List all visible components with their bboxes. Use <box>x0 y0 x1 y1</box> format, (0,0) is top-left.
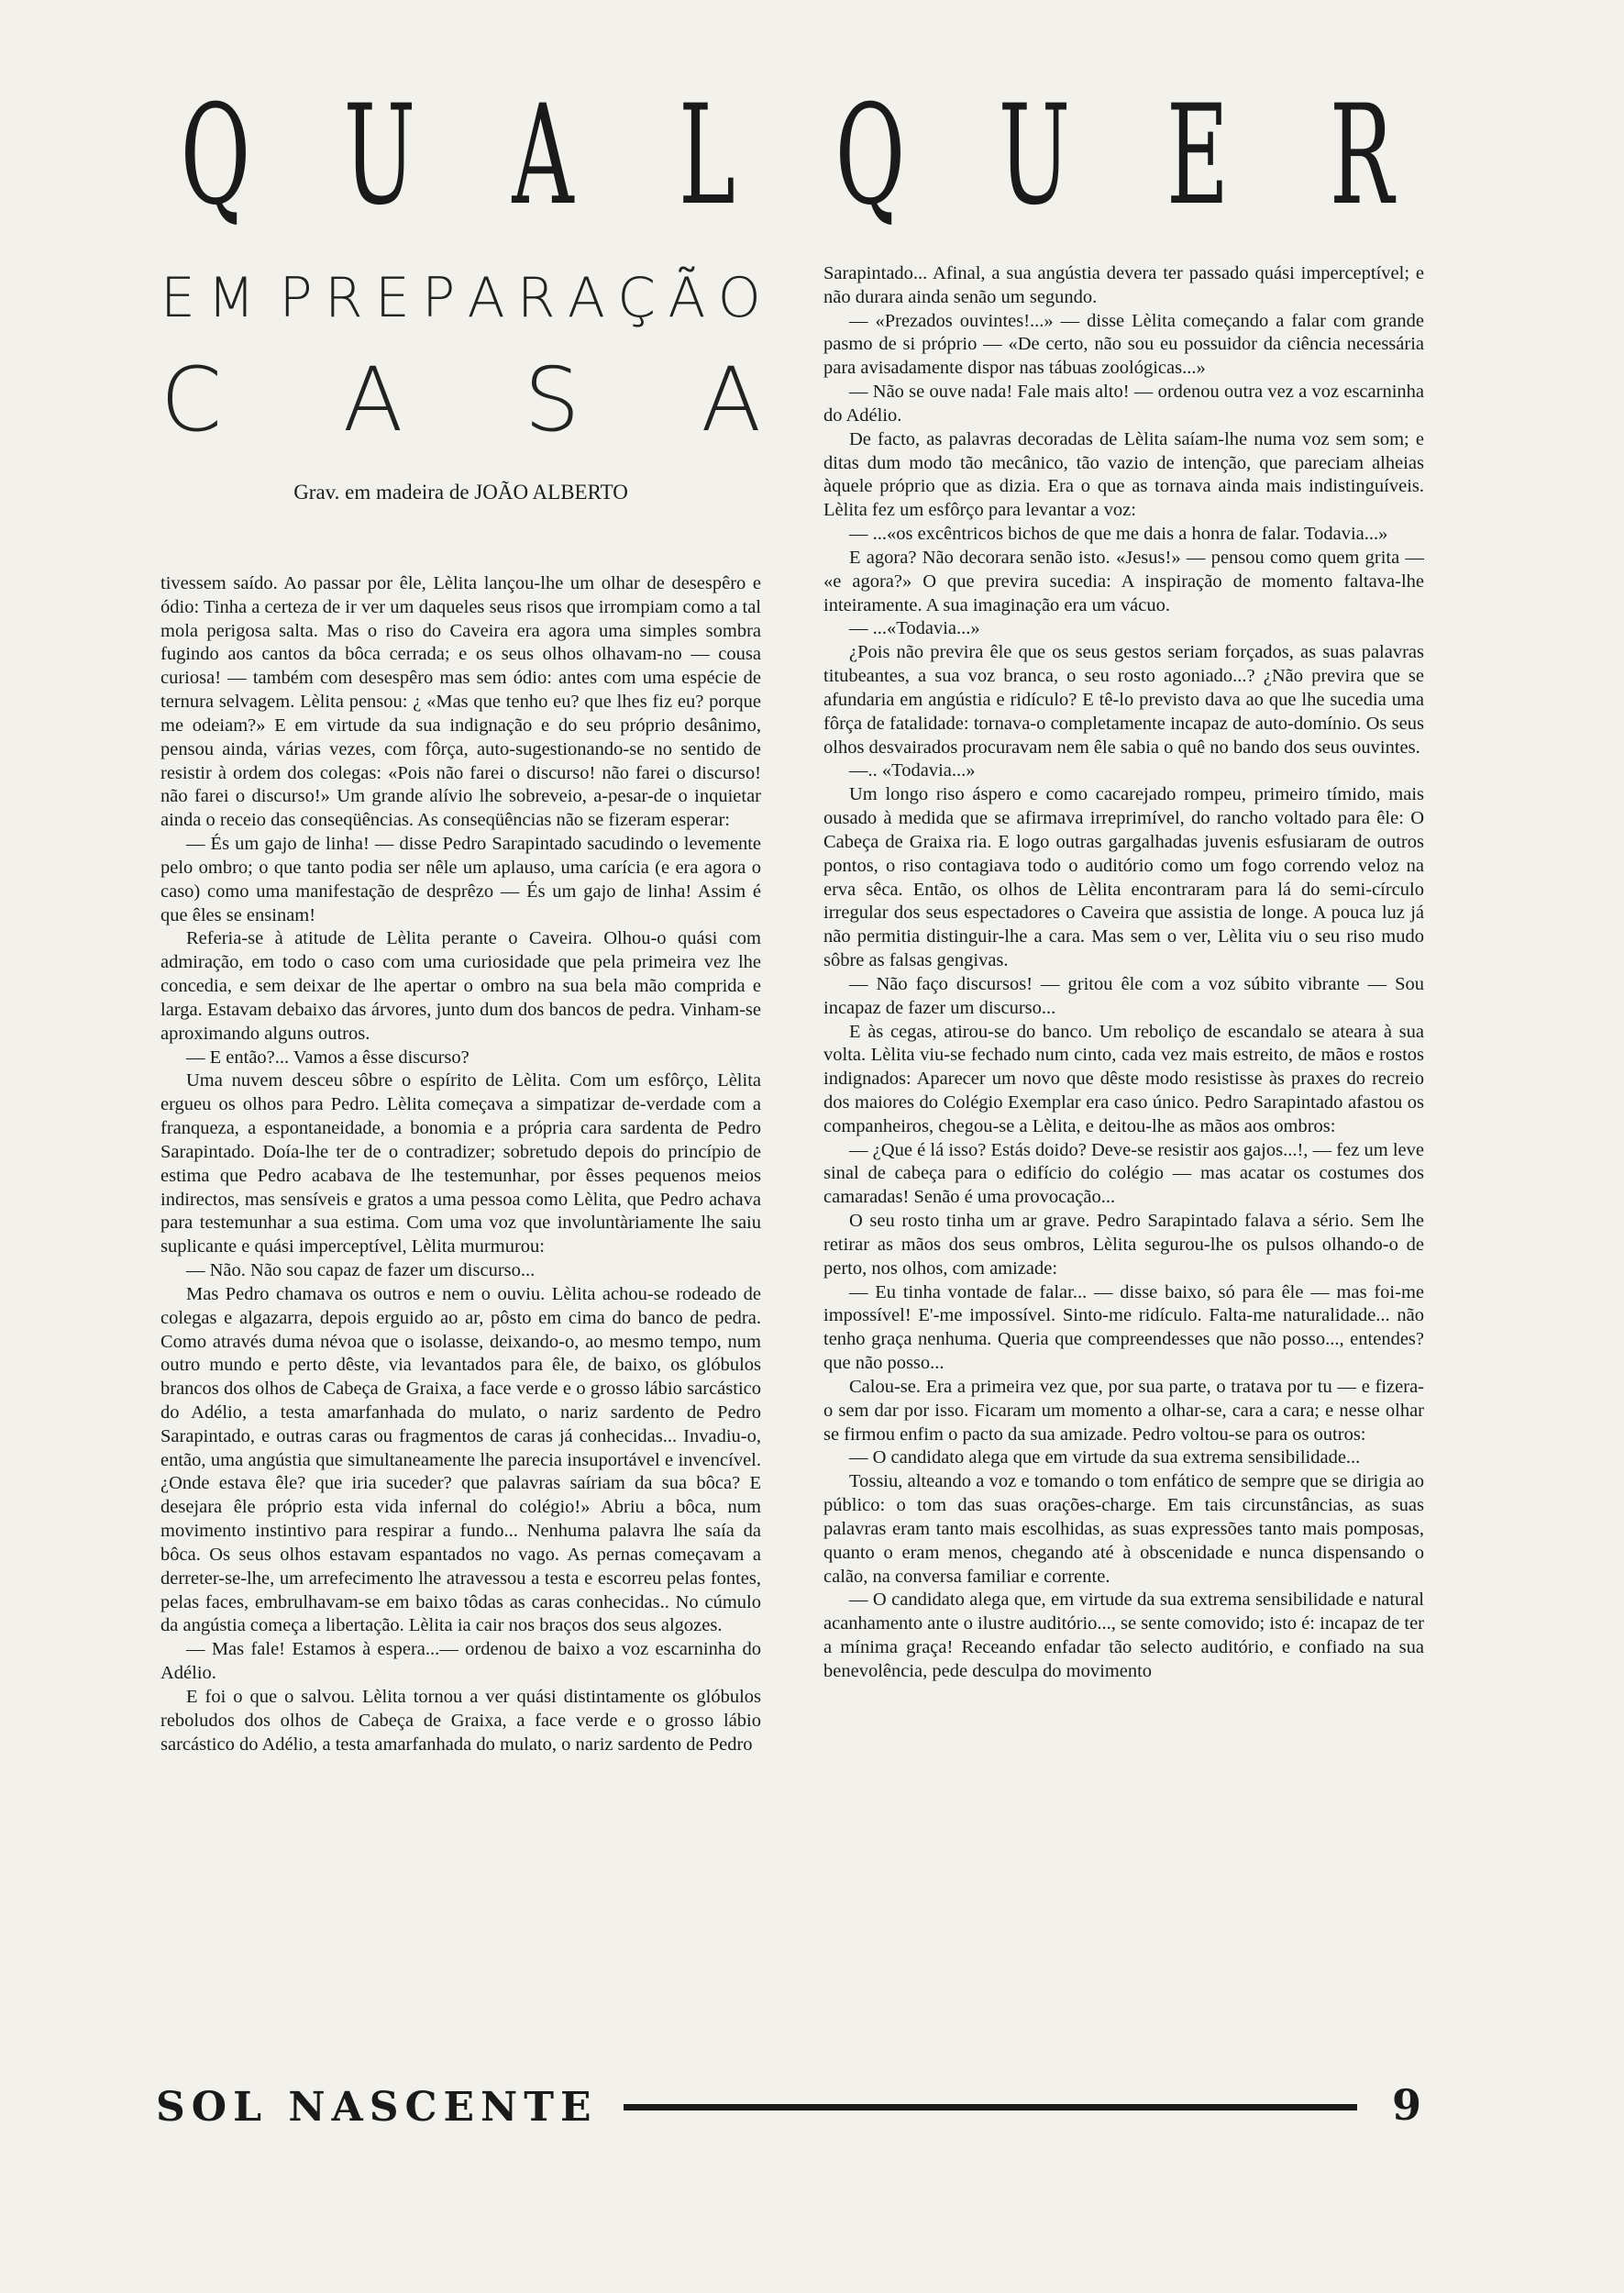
subtitle-line-2 <box>160 349 761 451</box>
paragraph: — Não faço discursos! — gritou êle com a voz súbito vibrante — Sou incapaz de fazer um discurso... <box>823 973 1424 1018</box>
masthead-letter: R <box>1329 76 1394 236</box>
subtitle-letter: R <box>516 266 556 330</box>
publication-name: SOL NASCENTE <box>156 2084 598 2131</box>
paragraph: — ...«os excêntricos bichos de que me dais a honra de falar. Todavia...» <box>849 524 1388 545</box>
paragraph: — O candidato alega que em virtude da sua extrema sensibilidade... <box>849 1447 1361 1468</box>
subtitle-letter: P <box>422 266 456 330</box>
subtitle-letter: A <box>467 266 505 330</box>
subtitle-letter: E <box>374 266 410 330</box>
subtitle-letter: Ç <box>617 266 657 330</box>
paragraph: tivessem saído. Ao passar por êle, Lèlita lançou-lhe um olhar de desespêro e ódio: Tinha a certeza de ir ver um daqueles seus risos que irrompiam como a tal mola perigosa salta. Mas o riso do Caveira era agora uma simples sombra fugindo aos cantos da bôca cerrada; e os seus olhos olhavam-no — cousa curiosa! — também com desespêro mas sem ódio: antes com uma espécie de ternura selvagem. Lèlita pensou: ¿ «Mas que tenho eu? que lhes fiz eu? porque me odeiam?» E em virtude da sua indignação e do seu próprio desânimo, pensou ainda, várias vezes, com fôrça, auto-sugestionando-se no sentido de resistir à ordem dos colegas: «Pois não farei o discurso! não farei o discurso! não farei o discurso!» Um grande alívio lhe sobreveio, a-pesar-de o inquietar ainda o receio das conseqüências. As conseqüências não se fizeram esperar: <box>160 573 761 831</box>
paragraph: — Mas fale! Estamos à espera...— ordenou de baixo a voz escarninha do Adélio. <box>160 1639 761 1684</box>
paragraph: — ...«Todavia...» <box>849 618 980 639</box>
subtitle-letter: M <box>207 266 255 330</box>
left-column <box>160 572 761 2081</box>
paragraph: ¿Pois não previra êle que os seus gestos seriam forçados, as suas palavras titubeantes, a sua voz branca, o seu rosto agoniado...? ¿Não previra que se afundaria em angústia e ridículo? E tê-lo previsto dava ao que lhe sucedia uma fôrça de fatalidade: tornava-o completamente incapaz de auto-domínio. Os seus olhos desvairados procuravam nem êle sabia o quê no bando dos seus ouvintes. <box>823 642 1424 758</box>
subtitle-line-1 <box>160 266 761 330</box>
subtitle-letter: Ã <box>668 266 706 330</box>
masthead-letter: U <box>343 76 415 236</box>
paragraph: — És um gajo de linha! — disse Pedro Sarapintado sacudindo o levemente pelo ombro; o que tanto podia ser nêle um aplauso, uma carícia (e era agora o caso) como uma manifestação de desprêzo — És um gajo de linha! Assim é que êles se ensinam! <box>160 834 761 925</box>
paragraph: O seu rosto tinha um ar grave. Pedro Sarapintado falava a sério. Sem lhe retirar as mãos dos seus ombros, Lèlita segurou-lhe os pulsos olhando-o de perto, nos olhos, com amizade: <box>823 1211 1424 1279</box>
paragraph: E às cegas, atirou-se do banco. Um reboliço de escandalo se ateara à sua volta. Lèlita viu-se fechado num cinto, cada vez mais estreito, de mãos e rostos indignados: Aparecer um novo que dêste modo resistisse às praxes do recreio dos maiores do Colégio Exemplar era caso único. Pedro Sarapintado afastou os companheiros, chegou-se a Lèlita, e deitou-lhe as mãos aos ombros: <box>823 1021 1424 1136</box>
paragraph: —.. «Todavia...» <box>849 760 976 781</box>
engraving-credit: Grav. em madeira de JOÃO ALBERTO <box>293 481 628 504</box>
masthead-letter: E <box>1166 76 1230 236</box>
paragraph: — Não se ouve nada! Fale mais alto! — ordenou outra vez a voz escarninha do Adélio. <box>823 382 1424 426</box>
page-number: 9 <box>1391 2080 1421 2130</box>
paragraph: Tossiu, alteando a voz e tomando o tom enfático de sempre que se dirigia ao público: o tom das suas orações-charge. Em tais circunstâncias, as suas palavras eram tanto mais escolhidas, as suas expressões tanto mais pomposas, quanto o eram menos, chegando até à obscenidade e nunca dispensando o calão, na conversa familiar e corrente. <box>823 1471 1424 1587</box>
paragraph: — Não. Não sou capaz de fazer um discurso... <box>186 1260 536 1281</box>
paragraph: — O candidato alega que, em virtude da sua extrema sensibilidade e natural acanhamento ante o ilustre auditório..., se sente comovido; isto é: incapaz de ter a mínima graça! Receando enfadar tão selecto auditório, e confiado na sua benevolência, pede desculpa do movimento <box>823 1590 1424 1681</box>
subtitle-letter: R <box>324 266 363 330</box>
paragraph: — Eu tinha vontade de falar... — disse baixo, só para êle — mas foi-me impossível! E'-me impossível. Sinto-me ridículo. Falta-me naturalidade... não tenho graça nenhuma. Queria que compreendesses que não posso..., entendes? que não posso... <box>823 1281 1424 1374</box>
masthead-letter: U <box>998 76 1070 236</box>
paragraph: — ¿Que é lá isso? Estás doido? Deve-se resistir aos gajos...!, — fez um leve sinal de cabeça para o edifício do colégio — mas acatar os costumes dos camaradas! Senão é uma provocação... <box>823 1139 1424 1208</box>
paragraph: — «Prezados ouvintes!...» — disse Lèlita começando a falar com grande pasmo de si próprio — «De certo, não sou eu possuidor da ciência necessária para avisadamente dispor nas tábuas zoológicas...» <box>823 310 1424 379</box>
subtitle-letter: O <box>717 266 761 330</box>
paragraph: Sarapintado... Afinal, a sua angústia devera ter passado quási imperceptível; e não durara ainda senão um segundo. <box>823 263 1424 307</box>
paragraph: De facto, as palavras decoradas de Lèlita saíam-lhe numa voz sem som; e ditas dum modo tão mecânico, tão vazio de intenção, que pareciam alheias àquele próprio que as dizia. Era o que as tornava ainda mais indistinguíveis. Lèlita fez um esfôrço para levantar a voz: <box>823 428 1424 521</box>
paragraph: Calou-se. Era a primeira vez que, por sua parte, o tratava por tu — e fizera-o sem dar por isso. Ficaram um momento a olhar-se, cara a cara; e nesse olhar se firmou enfim o pacto da sua amizade. Pedro voltou-se para os outros: <box>823 1376 1424 1445</box>
subtitle-letter: A <box>342 349 403 451</box>
paragraph: Um longo riso áspero e como cacarejado rompeu, primeiro tímido, mais ousado à medida que se afirmava irreprimível, do rancho voltado para êle: O Cabeça de Graixa ria. E logo outras gargalhadas juvenis esfusiaram de outros pontos, o riso contagiava todo o auditório como um fogo correndo veloz na erva sêca. Então, os olhos de Lèlita encontraram para lá do semi-círculo irregular dos seus espectadores o Caveira que assistia de longe. A pouca luz já não permitia distinguir-lhe a cara. Mas sem o ver, Lèlita viu o seu riso mudo sôbre as falsas gengivas. <box>823 784 1424 971</box>
subtitle-letter: P <box>279 266 313 330</box>
masthead-letter: L <box>678 76 735 236</box>
subtitle-letter: A <box>701 349 761 451</box>
subtitle-letter: S <box>524 349 580 451</box>
masthead-letter: Q <box>180 76 251 236</box>
footer-rule <box>624 2104 1357 2110</box>
masthead-letter: A <box>512 76 574 236</box>
subtitle-letter: A <box>567 266 605 330</box>
masthead-title <box>156 64 1421 236</box>
paragraph: Mas Pedro chamava os outros e nem o ouviu. Lèlita achou-se rodeado de colegas e algazarra, depois erguido ao ar, pôsto em cima do banco de pedra. Como através duma névoa que o isolasse, deixando-o, ao mesmo tempo, num outro mundo e perto dêste, via levantados para êle, de baixo, os glóbulos brancos dos olhos de Cabeça de Graixa, a face verde e o grosso lábio sarcástico do Adélio, a testa amarfanhada do mulato, o nariz sardento de Pedro Sarapintado, e outras caras ou fragmentos de caras já conhecidas... Invadiu-o, então, uma angústia que simultaneamente lhe parecia insuportável e invencível. ¿Onde estava êle? que iria suceder? que palavras saíriam da sua bôca? E desejara êle próprio esta vida infernal do colégio!» Abriu a bôca, num movimento instintivo para respirar a fundo... Nenhuma palavra lhe saía da bôca. Os seus olhos estavam espantados no vago. As pernas começavam a derreter-se-lhe, um arrefecimento lhe atravessou a testa e escorreu pelas fontes, pelas faces, embrulhavam-se em baixo tôdas as caras conhecidas.. No cúmulo da angústia começa a libertação. Lèlita ia cair nos braços dos seus algozes. <box>160 1283 761 1636</box>
paragraph: Uma nuvem desceu sôbre o espírito de Lèlita. Com um esfôrço, Lèlita ergueu os olhos para Pedro. Lèlita começava a simpatizar de-verdade com a franqueza, a espontaneidade, a bonomia e a própria cara sardenta de Pedro Sarapintado. Doía-lhe ter de o contradizer; sobretudo depois do princípio de estima que Pedro acabava de lhe testemunhar, por êsses pequenos meios indirectos, mas sensíveis e gratos a uma pessoa como Lèlita, que Pedro achava para testemunhar a sua estima. Com uma voz que involuntàriamente lhe saiu suplicante e quási imperceptível, Lèlita murmurou: <box>160 1070 761 1257</box>
paragraph: Referia-se à atitude de Lèlita perante o Caveira. Olhou-o quási com admiração, em todo o caso com uma curiosidade que pela primeira vez lhe concedia, e sem deixar de lhe apertar o ombro na sua bela mão comprida e larga. Estavam debaixo das árvores, junto dum dos bancos de pedra. Vinham-se aproximando alguns outros. <box>160 928 761 1044</box>
page-footer <box>156 2080 1421 2139</box>
right-column <box>823 262 1424 2081</box>
paragraph: E foi o que o salvou. Lèlita tornou a ver quási distintamente os glóbulos reboludos dos olhos de Cabeça de Graixa, a face verde e o grosso lábio sarcástico do Adélio, a testa amarfanhada do mulato, o nariz sardento de Pedro <box>160 1686 761 1755</box>
paragraph: E agora? Não decorara senão isto. «Jesus!» — pensou como quem grita — «e agora?» O que previra sucedia: A inspiração de momento faltava-lhe inteiramente. A sua imaginação era um vácuo. <box>823 547 1424 615</box>
masthead-letter: Q <box>835 76 906 236</box>
paragraph: — E então?... Vamos a êsse discurso? <box>186 1047 470 1068</box>
subtitle-letter: C <box>160 349 223 451</box>
subtitle-letter: E <box>160 266 195 330</box>
